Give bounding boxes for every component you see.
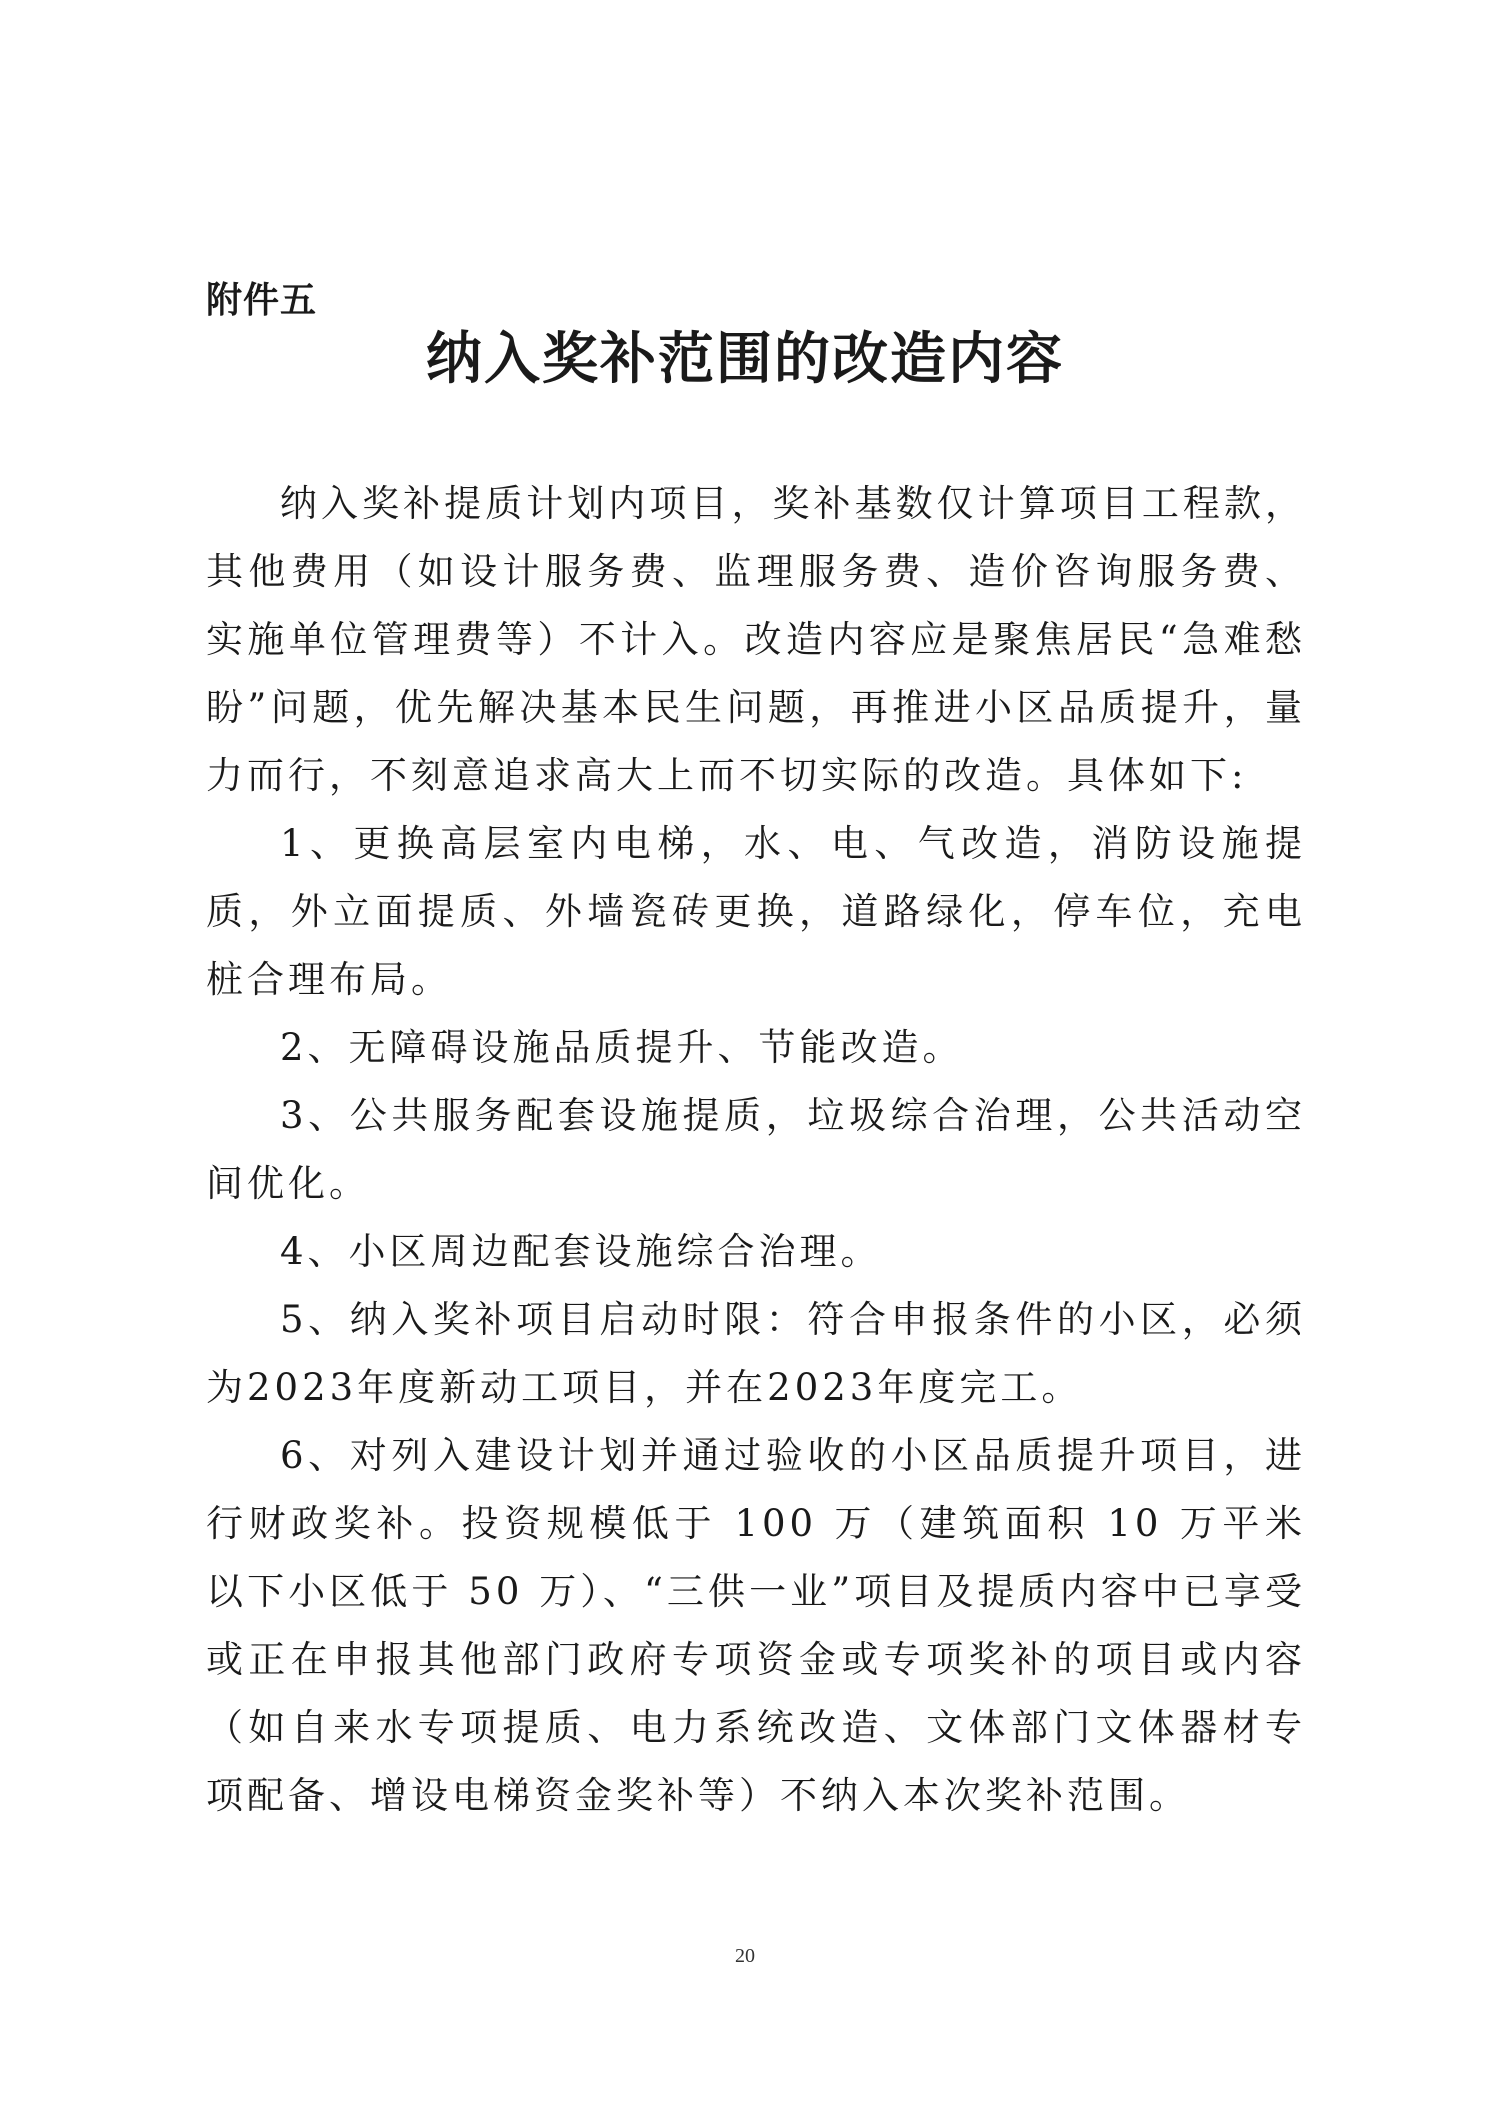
- item-paragraph-6: 6、对列入建设计划并通过验收的小区品质提升项目，进行财政奖补。投资规模低于 100 万（建筑面积 10 万平米以下小区低于 50 万）、“三供一业”项目及提质内容中已享受或正在申报其他部门政府专项资金或专项奖补的项目或内容（如自来水专项提质、电力系统改造、文体部门文体器材专项配备、增设电梯资金奖补等）不纳入本次奖补范围。: [206, 1434, 1306, 1817]
- item-paragraph-2: 2、无障碍设施品质提升、节能改造。: [280, 1026, 964, 1069]
- attachment-label: 附件五: [206, 280, 318, 321]
- item-paragraph-5: 5、纳入奖补项目启动时限：符合申报条件的小区，必须为2023年度新动工项目，并在2023年度完工。: [206, 1298, 1306, 1409]
- item-paragraph-1: 1、更换高层室内电梯，水、电、气改造，消防设施提质，外立面提质、外墙瓷砖更换，道路绿化，停车位，充电桩合理布局。: [206, 822, 1306, 1001]
- page-number: 20: [735, 1945, 755, 1967]
- item-paragraph-3: 3、公共服务配套设施提质，垃圾综合治理，公共活动空间优化。: [206, 1094, 1306, 1205]
- document-title: 纳入奖补范围的改造内容: [426, 327, 1064, 392]
- document-body: [206, 470, 1306, 1830]
- item-paragraph-4: 4、小区周边配套设施综合治理。: [280, 1230, 882, 1273]
- intro-paragraph: 纳入奖补提质计划内项目，奖补基数仅计算项目工程款，其他费用（如设计服务费、监理服务费、造价咨询服务费、实施单位管理费等）不计入。改造内容应是聚焦居民“急难愁盼”问题，优先解决基本民生问题，再推进小区品质提升，量力而行，不刻意追求高大上而不切实际的改造。具体如下:: [206, 482, 1306, 797]
